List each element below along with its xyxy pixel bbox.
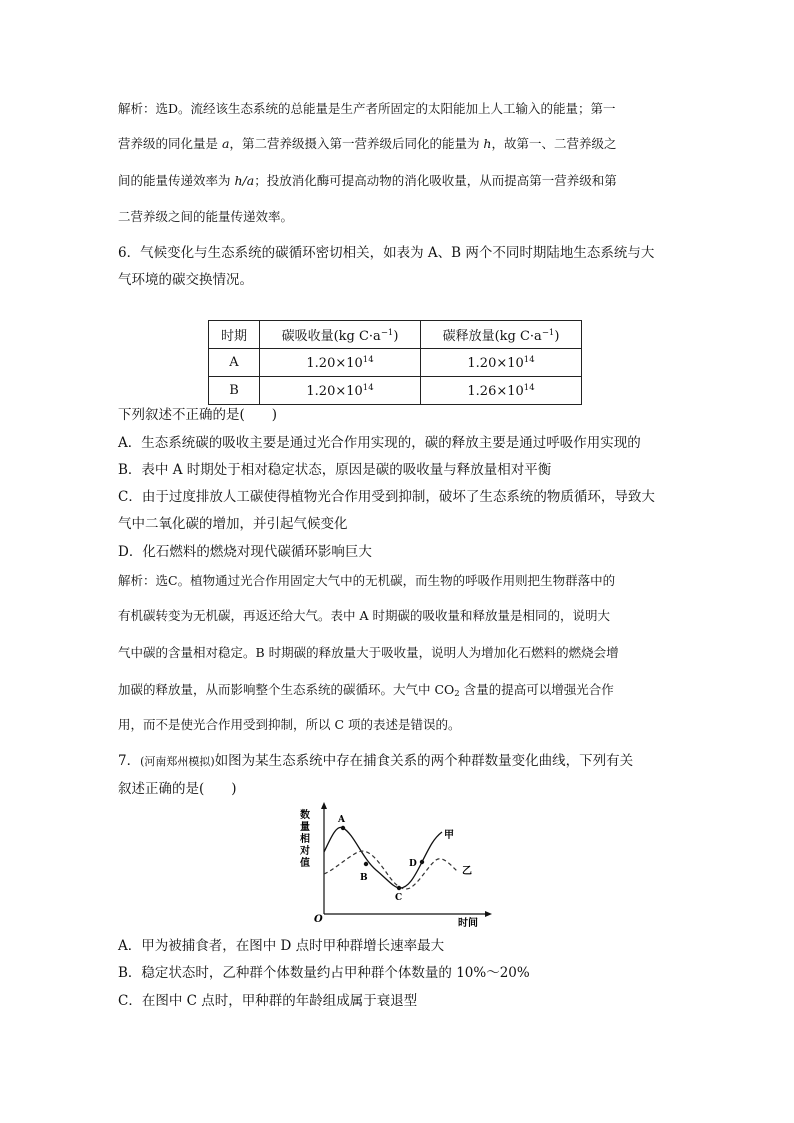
subscript: 2: [454, 689, 460, 699]
question6-option-a: A．生态系统碳的吸收主要是通过光合作用实现的，碳的释放主要是通过呼吸作用实现的: [118, 435, 641, 451]
cell-absorb: $1.20\times 10^{14}$: [260, 377, 421, 405]
variable-ratio: h/a: [234, 173, 255, 188]
series-yi-label: 乙: [462, 866, 472, 877]
question6-stem-line2: 气环境的碳交换情况。: [118, 272, 253, 288]
y-axis-label-char: 值: [300, 858, 310, 869]
point-c-marker: [397, 886, 401, 890]
text: ，第二营养级摄入第一营养级后同化的能量为: [229, 136, 484, 151]
cell-absorb: $1.20\times 10^{14}$: [260, 349, 421, 377]
table-row: [209, 349, 582, 377]
variable-h: h: [483, 136, 492, 151]
series-jia-label: 甲: [444, 830, 454, 841]
carbon-exchange-table: [208, 320, 582, 405]
point-b-label: B: [360, 873, 368, 883]
question6-option-c-line2: 气中二氧化碳的增加，并引起气候变化: [118, 516, 348, 532]
text: 营养级的同化量是: [118, 136, 222, 151]
question-source: (河南郑州模拟): [140, 755, 215, 768]
question6-option-b: B．表中 A 时期处于相对稳定状态，原因是碳的吸收量与释放量相对平衡: [118, 462, 552, 478]
question6-prompt: 下列叙述不正确的是( ): [118, 407, 278, 423]
cell-period: A: [209, 349, 260, 377]
question7-option-c: C．在图中 C 点时，甲种群的年龄组成属于衰退型: [118, 993, 418, 1009]
analysis6-line3: 气中碳的含量相对稳定。B 时期碳的释放量大于吸收量，说明人为增加化石燃料的燃烧会增: [118, 645, 619, 660]
analysis6-line5: 用，而不是使光合作用受到抑制，所以 C 项的表述是错误的。: [118, 717, 461, 732]
question7-option-a: A．甲为被捕食者，在图中 D 点时甲种群增长速率最大: [118, 938, 445, 954]
header-absorb: 碳吸收量(kg $C\cdot a^{-1}$): [260, 321, 421, 349]
text: ，故第一、二营养级之: [491, 136, 617, 151]
question6-stem-line1: 6．气候变化与生态系统的碳循环密切相关，如表为 A、B 两个不同时期陆地生态系统与大: [118, 245, 655, 261]
analysis5-line3: [118, 172, 617, 190]
point-a-marker: [341, 826, 345, 830]
x-axis-arrow: [485, 911, 492, 917]
y-axis-label-char: 数: [300, 810, 310, 821]
text: 含量的提高可以增强光合作: [459, 682, 614, 697]
point-c-label: C: [395, 893, 403, 903]
y-axis-label-char: 对: [300, 846, 310, 857]
point-a-label: A: [338, 815, 345, 825]
analysis6-line1: 解析：选C。植物通过光合作用固定大气中的无机碳，而生物的呼吸作用则把生物群落中的: [118, 573, 616, 588]
point-d-label: D: [409, 859, 417, 869]
text: ；投放消化酶可提高动物的消化吸收量，从而提高第一营养级和第: [254, 173, 617, 188]
population-graph: [298, 800, 498, 930]
question7-option-b: B．稳定状态时，乙种群个体数量约占甲种群个体数量的 10%～20%: [118, 965, 530, 981]
variable-a: a: [221, 136, 230, 151]
point-b-marker: [364, 862, 368, 866]
header-period: 时期: [209, 321, 260, 349]
header-release: 碳释放量(kg $C\cdot a^{-1}$): [421, 321, 582, 349]
origin-label: O: [314, 914, 323, 925]
analysis6-line4: [118, 681, 614, 703]
analysis5-line2: [118, 135, 617, 153]
cell-release: $1.20\times 10^{14}$: [421, 349, 582, 377]
text: 如图为某生态系统中存在捕食关系的两个种群数量变化曲线，下列有关: [214, 753, 634, 769]
question7-stem-line1: [118, 752, 633, 771]
cell-release: $1.26\times 10^{14}$: [421, 377, 582, 405]
series-jia-curve: [324, 827, 442, 888]
y-axis-label-char: 相: [300, 834, 310, 845]
cell-period: B: [209, 377, 260, 405]
question7-stem-line2: 叙述正确的是( ): [118, 781, 237, 797]
table-header-row: [209, 321, 582, 349]
text: 加碳的释放量，从而影响整个生态系统的碳循环。大气中 CO: [118, 682, 455, 697]
question-number: 7．: [118, 753, 141, 769]
analysis6-line2: 有机碳转变为无机碳，再返还给大气。表中 A 时期碳的吸收量和释放量是相同的，说明大: [118, 608, 610, 623]
x-axis-label: 时间: [458, 918, 478, 929]
question6-option-d: D．化石燃料的燃烧对现代碳循环影响巨大: [118, 544, 372, 560]
table-row: [209, 377, 582, 405]
y-axis-arrow: [321, 802, 327, 809]
question6-option-c-line1: C．由于过度排放人工碳使得植物光合作用受到抑制，破坏了生态系统的物质循环，导致大: [118, 489, 655, 505]
text: 间的能量传递效率为: [118, 173, 235, 188]
point-d-marker: [420, 860, 424, 864]
y-axis-label-char: 量: [300, 822, 310, 833]
analysis5-line1: 解析：选D。流经该生态系统的总能量是生产者所固定的太阳能加上人工输入的能量；第一: [118, 101, 616, 116]
analysis5-line4: 二营养级之间的能量传递效率。: [118, 209, 294, 224]
